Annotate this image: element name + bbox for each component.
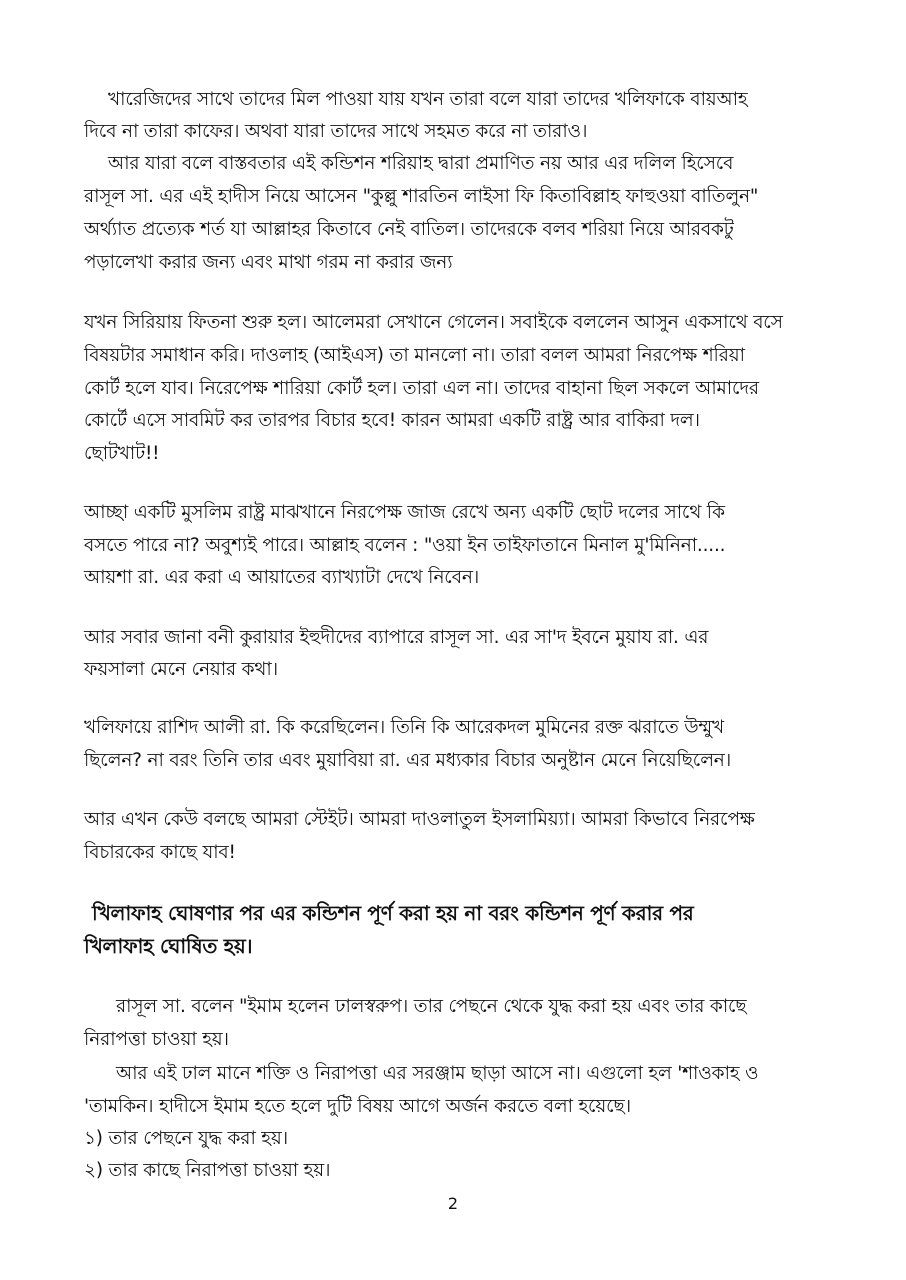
paragraph-4-line-3: আয়শা রা. এর করা এ আয়াতের ব্যাখ্যাটা দেখে নিবেন। — [84, 567, 480, 588]
paragraph-3-line-3: কোর্ট হলে যাব। নিরেপেক্ষ শারিয়া কোর্ট হল। তারা এল না। তাদের বাহানা ছিল সকলে আমাদের — [84, 378, 759, 399]
page-number: 2 — [447, 1194, 459, 1213]
section-heading-line-2: খিলাফাহ ঘোষিত হয়। — [84, 934, 253, 958]
paragraph-6-line-2: ছিলেন? না বরং তিনি তার এবং মুয়াবিয়া রা. এর মধ্যকার বিচার অনুষ্টান মেনে নিয়েছিলেন। — [84, 750, 732, 771]
paragraph-2-line-2: রাসূল সা. এর এই হাদীস নিয়ে আসেন "কুল্লু শারতিন লাইসা ফি কিতাবিল্লাহ ফাহুওয়া বাতিলুন" — [84, 186, 759, 207]
paragraph-8-line-1: রাসূল সা. বলেন "ইমাম হলেন ঢালস্বরুপ। তার পেছনে থেকে যুদ্ধ করা হয় এবং তার কাছে — [116, 996, 747, 1017]
paragraph-2-line-1: আর যারা বলে বাস্তবতার এই কন্ডিশন শরিয়াহ দ্বারা প্রমাণিত নয় আর এর দলিল হিসেবে — [108, 153, 734, 174]
paragraph-3-line-4: কোর্টে এসে সাবমিট কর তারপর বিচার হবে! কারন আমরা একটি রাষ্ট্র আর বাকিরা দল। — [84, 410, 700, 431]
paragraph-8-line-2: নিরাপত্তা চাওয়া হয়। — [84, 1029, 229, 1050]
section-heading-line-1: খিলাফাহ ঘোষণার পর এর কন্ডিশন পূর্ণ করা হয় না বরং কন্ডিশন পূর্ণ করার পর — [92, 901, 694, 925]
paragraph-6-line-1: খলিফায়ে রাশিদ আলী রা. কি করেছিলেন। তিনি কি আরেকদল মুমিনের রক্ত ঝরাতে উম্মুখ — [84, 717, 724, 738]
paragraph-1-line-1: খারেজিদের সাথে তাদের মিল পাওয়া যায় যখন তারা বলে যারা তাদের খলিফাকে বায়আহ — [108, 89, 748, 110]
paragraph-7-line-2: বিচারকের কাছে যাব! — [84, 842, 236, 863]
paragraph-5-line-1: আর সবার জানা বনী কুরায়ার ইহুদীদের ব্যাপারে রাসূল সা. এর সা'দ ইবনে মুয়ায রা. এর — [84, 627, 709, 648]
paragraph-3-line-5: ছোটখাট!! — [84, 443, 160, 464]
paragraph-3-line-1: যখন সিরিয়ায় ফিতনা শুরু হল। আলেমরা সেখানে গেলেন। সবাইকে বললেন আসুন একসাথে বসে — [84, 312, 783, 333]
paragraph-7-line-1: আর এখন কেউ বলছে আমরা স্টেইট। আমরা দাওলাতুল ইসলামিয়্যা। আমরা কিভাবে নিরপেক্ষ — [84, 809, 755, 830]
list-item-1: ১) তার পেছনে যুদ্ধ করা হয়। — [84, 1128, 288, 1149]
paragraph-1-line-2: দিবে না তারা কাফের। অথবা যারা তাদের সাথে সহমত করে না তারাও। — [84, 121, 588, 142]
list-item-2: ২) তার কাছে নিরাপত্তা চাওয়া হয়। — [84, 1160, 331, 1181]
paragraph-5-line-2: ফয়সালা মেনে নেয়ার কথা। — [84, 659, 278, 680]
paragraph-4-line-1: আচ্ছা একটি মুসলিম রাষ্ট্র মাঝখানে নিরপেক্ষ জাজ রেখে অন্য একটি ছোট দলের সাথে কি — [84, 502, 725, 523]
paragraph-9-line-1: আর এই ঢাল মানে শক্তি ও নিরাপত্তা এর সরঞ্জাম ছাড়া আসে না। এগুলো হল 'শাওকাহ ও — [116, 1063, 759, 1084]
paragraph-2-line-4: পড়ালেখা করার জন্য এবং মাথা গরম না করার জন্য — [84, 252, 453, 273]
paragraph-9-line-2: 'তামকিন। হাদীসে ইমাম হতে হলে দুটি বিষয় আগে অর্জন করতে বলা হয়েছে। — [84, 1096, 631, 1117]
paragraph-2-line-3: অর্থ্যাত প্রত্যেক শর্ত যা আল্লাহর কিতাবে নেই বাতিল। তাদেরকে বলব শরিয়া নিয়ে আরবকটু — [84, 219, 734, 240]
paragraph-4-line-2: বসতে পারে না? অবুশ্যই পারে। আল্লাহ বলেন : "ওয়া ইন তাইফাতানে মিনাল মু'মিনিনা..... — [84, 535, 726, 556]
paragraph-3-line-2: বিষয়টার সমাধান করি। দাওলাহ (আইএস) তা মানলো না। তারা বলল আমরা নিরপেক্ষ শরিয়া — [84, 345, 745, 366]
